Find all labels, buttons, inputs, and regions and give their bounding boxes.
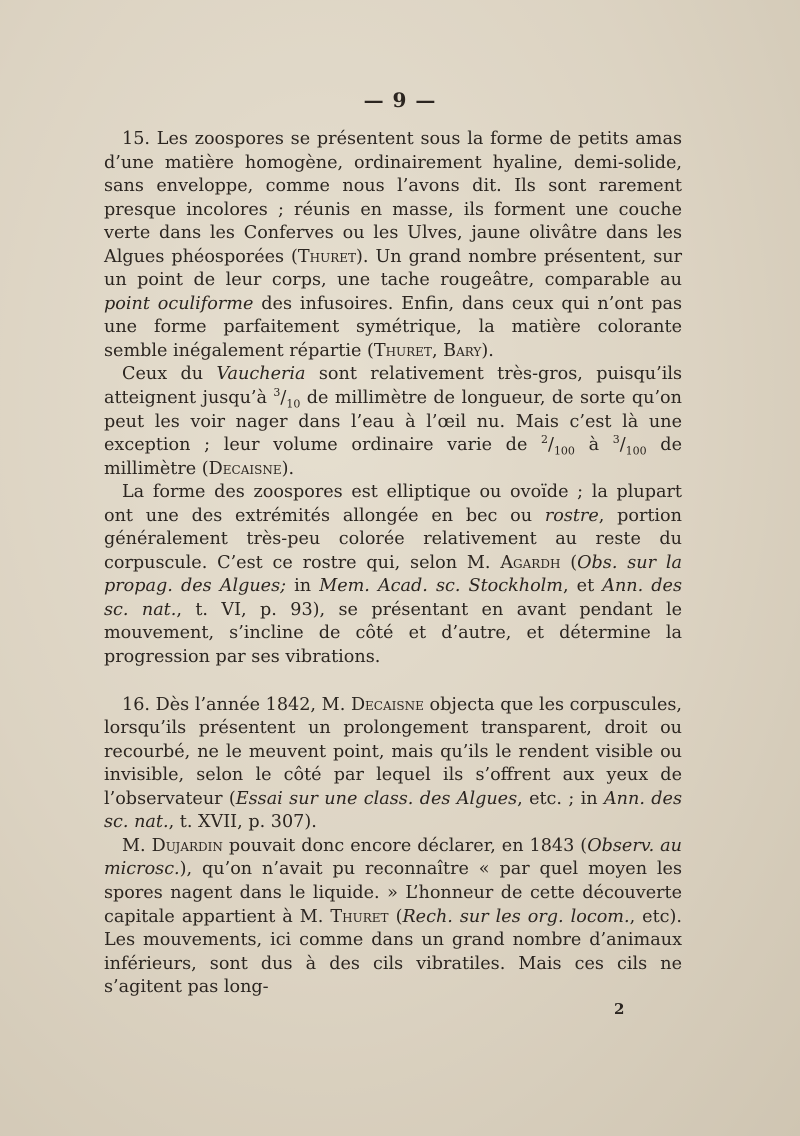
fraction-numerator: 3 (273, 386, 281, 400)
body-text (104, 128, 682, 1000)
fraction-denominator: 10 (286, 397, 301, 411)
citation: Rech. sur les org. locom. (402, 906, 630, 927)
citation: Obs. sur la propag. des Algues; (104, 552, 682, 597)
citation: Mem. Acad. sc. Stockholm (319, 576, 563, 597)
fraction-denominator: 100 (625, 444, 647, 458)
section-gap (104, 670, 682, 694)
author-name: Thuret (297, 246, 357, 267)
paragraph-16: 16. Dès l’année 1842, M. Decaisne objecta que les corpuscules, lorsqu’ils présentent un prolongement transparent, droit ou recourbé, ne le meuvent point, mais qu’ils le rendent visible ou invisible, selon le côté par lequel ils s’offrent aux yeux de l’observateur (Essai sur une class. des Algues, etc. ; in Ann. des sc. nat., t. XVII, p. 307). (104, 694, 682, 833)
fraction-numerator: 2 (541, 433, 548, 447)
italic-term: rostre (544, 505, 599, 526)
paragraph-forme: La forme des zoospores est elliptique ou ovoïde ; la plupart ont une des extrémités allongée en bec ou rostre, portion généralement très-peu colorée relativement au reste du corpuscule. C’est ce rostre qui, selon M. Agardh (Obs. sur la propag. des Algues; in Mem. Acad. sc. Stockholm, et Ann. des sc. nat., t. VI, p. 93), se présentant en avant pendant le mouvement, s’incline de côté et d’autre, et détermine la progression par ses vibrations. (104, 482, 682, 668)
author-name: Agardh (500, 552, 561, 573)
author-name: Thuret (373, 340, 432, 361)
author-name: Dujardin (151, 835, 223, 856)
fraction-numerator: 3 (612, 433, 620, 447)
paragraph-dujardin: M. Dujardin pouvait donc encore déclarer, en 1843 (Observ. au microsc.), qu’on n’avait pu reconnaître « par quel moyen les spores nagent dans le liquide. » L’honneur de cette découverte capitale appartient à M. Thuret (Rech. sur les org. locom., etc). Les mouvements, ici comme dans un grand nombre d’animaux inférieurs, sont dus à des cils vibratiles. Mais ces cils ne s’agitent pas long- (104, 835, 682, 998)
signature-mark: 2 (614, 1000, 625, 1018)
author-name: Decaisne (350, 694, 424, 715)
paragraph-vaucheria: Ceux du Vaucheria sont relativement très-gros, puisqu’ils atteignent jusqu’à $^3/_{10}$ de millimètre de longueur, de sorte qu’on peut les voir nager dans l’eau à l’œil nu. Mais c’est là une exception ; leur volume ordinaire varie de $^2/_{100}$ à $^3/_{100}$ de millimètre (Decaisne). (104, 364, 682, 479)
author-name: Bary (443, 340, 482, 361)
italic-term: Vaucheria (216, 364, 306, 385)
citation: Essai sur une class. des Algues (235, 788, 518, 809)
author-name: Thuret (330, 906, 389, 927)
citation: Ann. des sc. nat. (104, 576, 682, 620)
citation: Observ. au microsc. (104, 835, 682, 880)
fraction-denominator: 100 (553, 444, 575, 458)
author-name: Decaisne (208, 458, 282, 479)
paragraph-15: 15. Les zoospores se présentent sous la forme de petits amas d’une matière homogène, ordinairement hyaline, demi-solide, sans enveloppe, comme nous l’avons dit. Ils sont rarement presque incolores ; réunis en masse, ils forment une couche verte dans les Conferves ou les Ulves, jaune olivâtre dans les Algues phéosporées (Thuret). Un grand nombre présentent, sur un point de leur corps, une tache rougeâtre, comparable au point oculiforme des infusoires. Enfin, dans ceux qui n’ont pas une forme parfaitement symétrique, la matière colorante semble inégalement répartie (Thuret, Bary). (104, 129, 682, 361)
citation: Ann. des sc. nat. (104, 788, 682, 833)
italic-term: point oculiforme (104, 293, 254, 314)
page-number: — 9 — (363, 88, 437, 112)
